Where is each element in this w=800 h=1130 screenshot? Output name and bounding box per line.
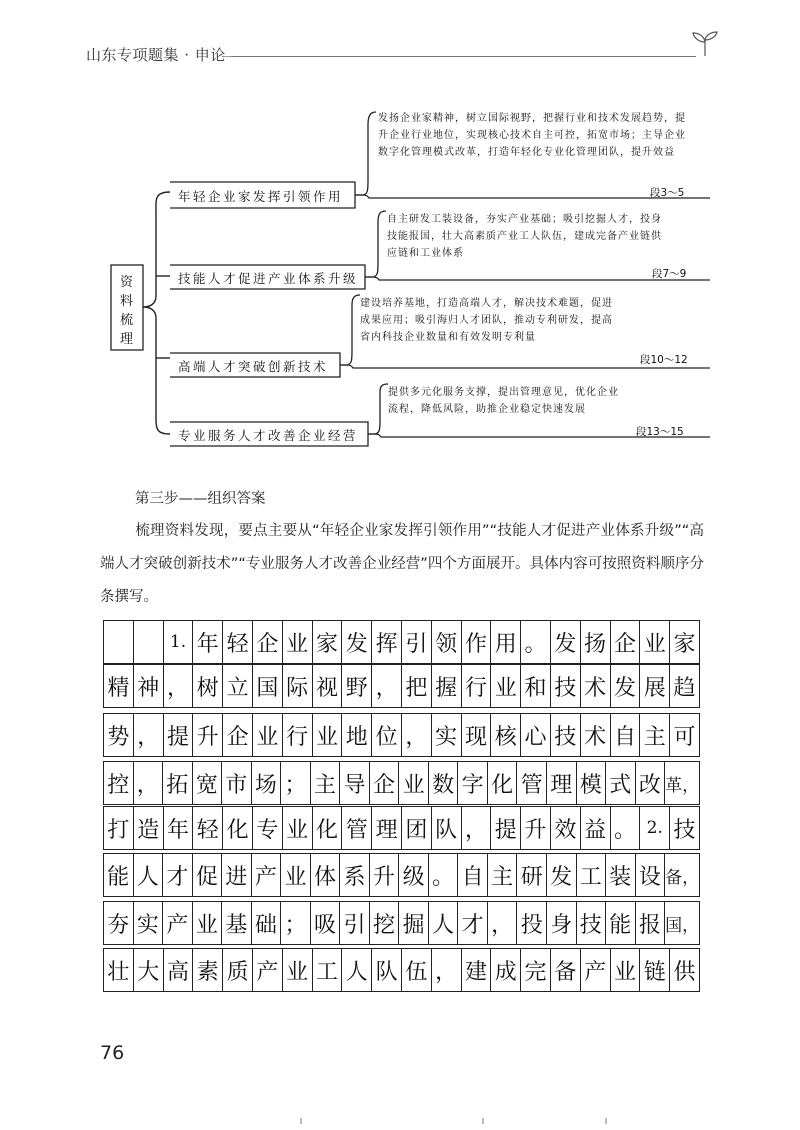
branch-label-2: 技能人才促进产业体系升级 <box>178 271 359 286</box>
grid-cell: 队 <box>432 807 462 849</box>
grid-cell: 提 <box>164 714 194 756</box>
grid-cell: 能 <box>104 854 134 896</box>
grid-cell: 2. <box>640 807 670 849</box>
root-char-4: 理 <box>120 332 134 347</box>
branch-note-4: 提供多元化服务支撑，提出管理意见，优化企业流程，降低风险，助推企业稳定快速发展 <box>388 387 619 415</box>
explanation-text: 梳理资料发现，要点主要从“年轻企业家发挥引领作用”“技能人才促进产业体系升级”“高端人才突破创新技术”“专业服务人才改善企业经营”四个方面展开。具体内容可按照资料顺序分条撰写。 <box>100 523 704 605</box>
grid-cell: 主 <box>640 714 670 756</box>
grid-cell: 供 <box>670 949 700 991</box>
grid-cell: 升 <box>193 714 223 756</box>
step-heading: 第三步——组织答案 <box>135 491 266 507</box>
scan-mark <box>605 1118 607 1124</box>
grid-cell: ； <box>281 902 311 944</box>
branch-brace-2 <box>365 211 386 277</box>
scan-mark <box>300 1118 302 1124</box>
grid-cell: 身 <box>547 902 577 944</box>
grid-cell: 现 <box>462 714 492 756</box>
grid-cell: 字 <box>458 762 488 804</box>
grid-cell: 设 <box>636 854 666 896</box>
grid-cell: 趋 <box>670 665 700 707</box>
grid-cell: 视 <box>313 665 343 707</box>
grid-cell: 业 <box>283 949 313 991</box>
grid-cell: ； <box>281 762 311 804</box>
grid-cell: 链 <box>640 949 670 991</box>
grid-cell: ， <box>134 714 164 756</box>
grid-cell: 家 <box>313 621 343 663</box>
grid-cell: 地 <box>342 714 372 756</box>
grid-cell: 发 <box>547 854 577 896</box>
grid-cell: 大 <box>134 949 164 991</box>
grid-cell: 打 <box>104 807 134 849</box>
grid-cell: 化 <box>488 762 518 804</box>
grid-cell: 企 <box>370 762 400 804</box>
grid-cell: 理 <box>372 807 402 849</box>
root-char-2: 料 <box>120 294 134 309</box>
grid-cell: 际 <box>283 665 313 707</box>
grid-cell: ， <box>372 665 402 707</box>
grid-cell: 进 <box>222 854 252 896</box>
grid-cell: 。 <box>521 621 551 663</box>
grid-cell: 造 <box>134 807 164 849</box>
branch-label-1: 年轻企业家发挥引领作用 <box>178 189 344 204</box>
grid-cell: 人 <box>342 949 372 991</box>
grid-cell: 夯 <box>104 902 134 944</box>
grid-cell: 树 <box>193 665 223 707</box>
grid-cell: 专 <box>253 807 283 849</box>
scan-mark <box>482 1118 484 1124</box>
grid-cell: 心 <box>521 714 551 756</box>
grid-cell: 扬 <box>581 621 611 663</box>
grid-cell: 。 <box>429 854 459 896</box>
grid-cell: 控 <box>104 762 134 804</box>
grid-cell: ， <box>488 902 518 944</box>
grid-cell: 技 <box>577 902 607 944</box>
grid-cell: 1. <box>164 621 194 663</box>
grid-cell: 报 <box>636 902 666 944</box>
grid-cell: 业 <box>283 807 313 849</box>
grid-cell: ， <box>462 807 492 849</box>
grid-cell: 发 <box>551 621 581 663</box>
grid-cell: 能 <box>606 902 636 944</box>
branch-paragraphs-1: 段3～5 <box>650 187 685 199</box>
grid-cell: 发 <box>611 665 641 707</box>
grid-cell: 作 <box>462 621 492 663</box>
grid-cell: 引 <box>402 621 432 663</box>
grid-cell: 壮 <box>104 949 134 991</box>
branch-paragraphs-4: 段13～15 <box>636 426 684 438</box>
grid-row <box>103 713 700 757</box>
grid-cell: 市 <box>222 762 252 804</box>
grid-cell: 场 <box>252 762 282 804</box>
grid-cell: 和 <box>521 665 551 707</box>
root-char-1: 资 <box>120 275 134 290</box>
grid-cell: 国 <box>253 665 283 707</box>
branch-label-4: 专业服务人才改善企业经营 <box>178 428 359 443</box>
grid-cell: 装 <box>606 854 636 896</box>
grid-cell: 质 <box>223 949 253 991</box>
grid-cell: 研 <box>517 854 547 896</box>
grid-cell: 工 <box>577 854 607 896</box>
grid-cell: 神 <box>134 665 164 707</box>
grid-cell <box>134 621 164 663</box>
grid-cell: 体 <box>311 854 341 896</box>
grid-cell: 技 <box>670 807 700 849</box>
grid-cell: 才 <box>458 902 488 944</box>
grid-cell: 行 <box>283 714 313 756</box>
grid-cell: 领 <box>432 621 462 663</box>
grid-cell: 促 <box>193 854 223 896</box>
grid-cell: 素 <box>193 949 223 991</box>
grid-cell: 拓 <box>163 762 193 804</box>
grid-cell: 级 <box>399 854 429 896</box>
grid-cell: 业 <box>611 949 641 991</box>
grid-cell: 用 <box>491 621 521 663</box>
branch-paragraphs-3: 段10～12 <box>640 354 688 366</box>
grid-cell: 掘 <box>399 902 429 944</box>
grid-cell: 理 <box>547 762 577 804</box>
grid-cell: 备， <box>665 854 700 896</box>
branch-label-3: 高端人才突破创新技术 <box>178 359 329 374</box>
root-char-3: 梳 <box>120 313 134 328</box>
grid-cell: ， <box>402 714 432 756</box>
grid-cell: 导 <box>340 762 370 804</box>
grid-cell: 家 <box>670 621 700 663</box>
grid-row <box>103 948 700 992</box>
branch-note-1: 发扬企业家精神，树立国际视野，把握行业和技术发展趋势，提升企业行业地位，实现核心技术自主可控，拓宽市场；主导企业数字化管理模式改革，打造年轻化专业化管理团队，提升效益 <box>378 113 686 158</box>
grid-cell: 投 <box>517 902 547 944</box>
grid-cell: ， <box>432 949 462 991</box>
grid-cell: 核 <box>491 714 521 756</box>
grid-cell: 术 <box>581 665 611 707</box>
grid-cell: ， <box>164 665 194 707</box>
grid-cell: 业 <box>491 665 521 707</box>
grid-cell: 业 <box>640 621 670 663</box>
grid-cell: 业 <box>253 714 283 756</box>
grid-row <box>103 806 700 850</box>
grid-cell: 挥 <box>372 621 402 663</box>
grid-cell: 自 <box>611 714 641 756</box>
grid-cell: 管 <box>342 807 372 849</box>
grid-cell <box>104 621 134 663</box>
grid-cell: 野 <box>342 665 372 707</box>
grid-cell: 把 <box>402 665 432 707</box>
grid-cell: 吸 <box>311 902 341 944</box>
grid-cell: 效 <box>551 807 581 849</box>
grid-cell: 实 <box>134 902 164 944</box>
grid-cell: 自 <box>458 854 488 896</box>
grid-cell: 业 <box>313 714 343 756</box>
grid-cell: 产 <box>163 902 193 944</box>
grid-cell: 改 <box>636 762 666 804</box>
grid-cell: 益 <box>581 807 611 849</box>
grid-cell: 精 <box>104 665 134 707</box>
grid-row <box>103 761 700 805</box>
grid-row <box>103 620 700 664</box>
grid-cell: 管 <box>517 762 547 804</box>
grid-cell: 实 <box>432 714 462 756</box>
grid-cell: 主 <box>488 854 518 896</box>
branch-note-2: 自主研发工装设备，夯实产业基础；吸引挖掘人才，投身技能报国，壮大高素质产业工人队伍，建成完备产业链供应链和工业体系 <box>387 214 662 259</box>
grid-cell: 发 <box>342 621 372 663</box>
branch-brace-3 <box>340 295 360 365</box>
grid-cell: 企 <box>253 621 283 663</box>
grid-cell: 行 <box>462 665 492 707</box>
grid-cell: 可 <box>670 714 700 756</box>
branch-note-3: 建设培养基地，打造高端人才，解决技术难题，促进成果应用；吸引海归人才团队，推动专利研发，提高省内科技企业数量和有效发明专利量 <box>360 298 613 343</box>
grid-cell: 业 <box>193 902 223 944</box>
grid-row <box>103 853 700 897</box>
grid-cell: 。 <box>611 807 641 849</box>
grid-cell: 才 <box>163 854 193 896</box>
grid-cell: 人 <box>429 902 459 944</box>
grid-cell: 主 <box>311 762 341 804</box>
grid-cell: 模 <box>577 762 607 804</box>
grid-cell: 挖 <box>370 902 400 944</box>
explanation-paragraph <box>100 515 704 614</box>
grid-cell: 备 <box>551 949 581 991</box>
grid-cell: 产 <box>253 949 283 991</box>
grid-row <box>103 664 700 708</box>
grid-cell: 业 <box>281 854 311 896</box>
grid-cell: 础 <box>252 902 282 944</box>
grid-cell: 宽 <box>193 762 223 804</box>
grid-cell: 业 <box>399 762 429 804</box>
grid-cell: 术 <box>581 714 611 756</box>
grid-cell: 势 <box>104 714 134 756</box>
grid-cell: 提 <box>491 807 521 849</box>
grid-cell: 成 <box>491 949 521 991</box>
grid-cell: 轻 <box>223 621 253 663</box>
grid-cell: 技 <box>551 714 581 756</box>
grid-cell: 升 <box>521 807 551 849</box>
grid-cell: 产 <box>581 949 611 991</box>
grid-cell: 企 <box>611 621 641 663</box>
grid-cell: 伍 <box>402 949 432 991</box>
grid-cell: 年 <box>193 621 223 663</box>
grid-cell: 产 <box>252 854 282 896</box>
grid-cell: 建 <box>462 949 492 991</box>
grid-cell: 业 <box>283 621 313 663</box>
grid-cell: 完 <box>521 949 551 991</box>
grid-cell: 企 <box>223 714 253 756</box>
grid-cell: 数 <box>429 762 459 804</box>
grid-cell: 式 <box>606 762 636 804</box>
grid-cell: 升 <box>370 854 400 896</box>
branch-brace-4 <box>368 384 388 434</box>
running-header-title: 山东专项题集 · 申论 <box>86 46 226 64</box>
grid-cell: 展 <box>640 665 670 707</box>
grid-cell: 人 <box>134 854 164 896</box>
grid-cell: ， <box>134 762 164 804</box>
grid-cell: 握 <box>432 665 462 707</box>
branch-paragraphs-2: 段7～9 <box>652 268 687 280</box>
grid-row <box>103 901 700 945</box>
grid-cell: 年 <box>164 807 194 849</box>
branch-brace-1 <box>355 112 376 195</box>
grid-cell: 系 <box>340 854 370 896</box>
grid-cell: 轻 <box>193 807 223 849</box>
grid-cell: 工 <box>313 949 343 991</box>
grid-cell: 国， <box>665 902 700 944</box>
grid-cell: 基 <box>222 902 252 944</box>
grid-cell: 立 <box>223 665 253 707</box>
grid-cell: 高 <box>164 949 194 991</box>
grid-cell: 引 <box>340 902 370 944</box>
grid-cell: 化 <box>223 807 253 849</box>
grid-cell: 位 <box>372 714 402 756</box>
root-brace <box>143 192 170 434</box>
grid-cell: 队 <box>372 949 402 991</box>
grid-cell: 革， <box>665 762 700 804</box>
page-number: 76 <box>100 1042 125 1064</box>
grid-cell: 团 <box>402 807 432 849</box>
grid-cell: 技 <box>551 665 581 707</box>
grid-cell: 化 <box>313 807 343 849</box>
